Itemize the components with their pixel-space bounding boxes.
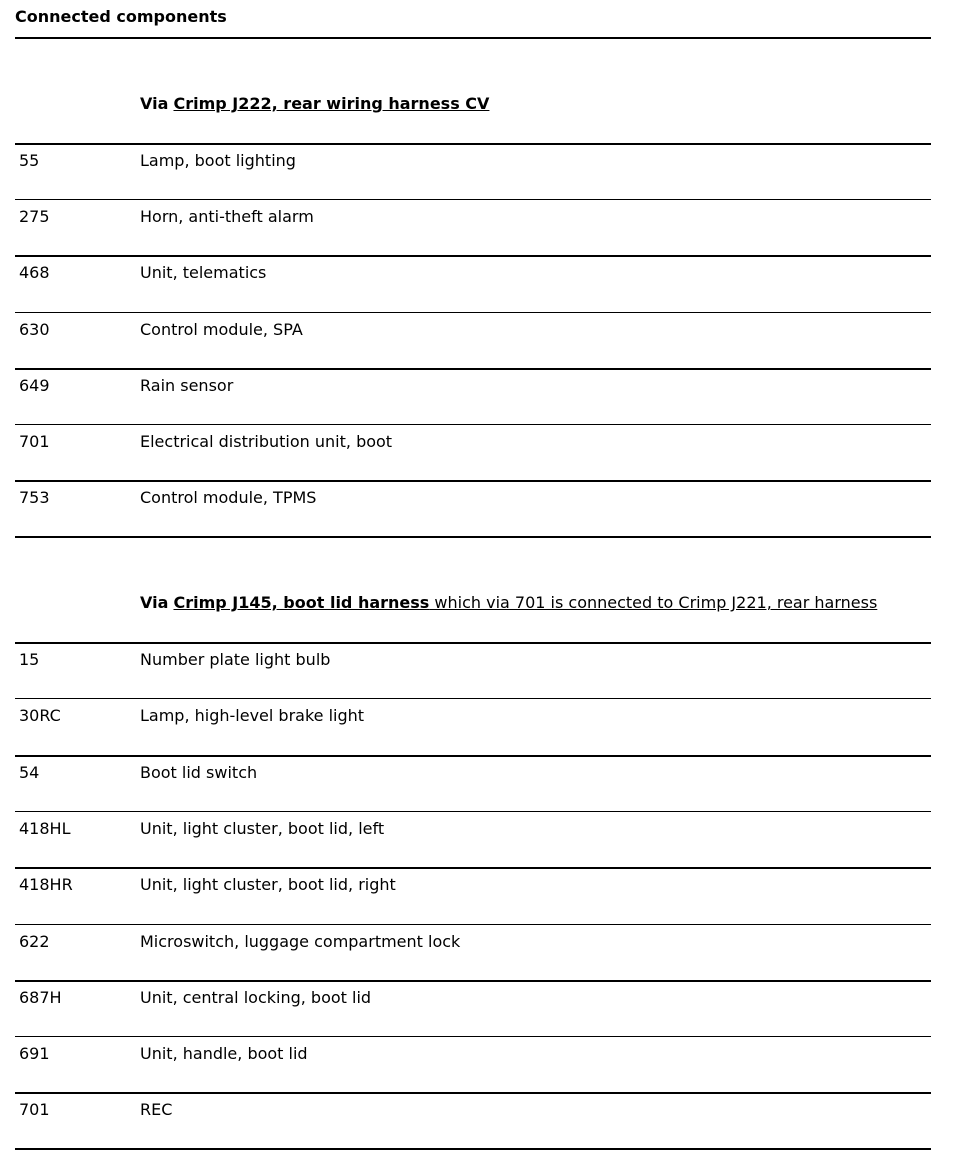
component-code: 468 <box>19 263 50 282</box>
component-description: Boot lid switch <box>140 763 258 782</box>
component-code: 418HR <box>19 875 73 894</box>
section-j222-end-divider <box>15 536 931 538</box>
table-row <box>15 925 931 981</box>
component-description: Microswitch, luggage compartment lock <box>140 932 461 951</box>
table-row <box>15 812 931 868</box>
component-code: 275 <box>19 207 50 226</box>
component-code: 753 <box>19 488 50 507</box>
component-code: 701 <box>19 1100 50 1119</box>
crimp-j145-link[interactable]: Crimp J145, boot lid harness <box>173 593 430 612</box>
component-description: REC <box>140 1100 173 1119</box>
table-row <box>15 313 931 369</box>
component-code: 630 <box>19 320 50 339</box>
component-code: 687H <box>19 988 62 1007</box>
component-description: Lamp, high-level brake light <box>140 706 365 725</box>
section-header-j222 <box>140 94 489 114</box>
via-label: Via <box>140 593 169 612</box>
table-row <box>15 425 931 481</box>
component-description: Unit, central locking, boot lid <box>140 988 372 1007</box>
table-row <box>15 699 931 755</box>
component-code: 15 <box>19 650 40 669</box>
table-row <box>15 256 931 312</box>
component-description: Unit, light cluster, boot lid, right <box>140 875 396 894</box>
section-header-j145 <box>140 593 877 613</box>
component-description: Unit, light cluster, boot lid, left <box>140 819 385 838</box>
component-description: Rain sensor <box>140 376 234 395</box>
section-j145-end-divider <box>15 1148 931 1150</box>
table-row <box>15 868 931 924</box>
table-row <box>15 643 931 699</box>
title-divider <box>15 37 931 39</box>
component-description: Unit, telematics <box>140 263 267 282</box>
component-code: 701 <box>19 432 50 451</box>
crimp-j221-link[interactable]: Crimp J221, rear harness <box>678 593 878 612</box>
crimp-j222-link[interactable]: Crimp J222, rear wiring harness CV <box>173 94 490 113</box>
table-row <box>15 481 931 537</box>
table-row <box>15 144 931 200</box>
table-row <box>15 1093 931 1149</box>
component-description: Control module, TPMS <box>140 488 317 507</box>
table-row <box>15 369 931 425</box>
component-code: 418HL <box>19 819 71 838</box>
component-description: Lamp, boot lighting <box>140 151 296 170</box>
component-code: 691 <box>19 1044 50 1063</box>
table-row <box>15 1037 931 1093</box>
component-description: Electrical distribution unit, boot <box>140 432 393 451</box>
component-description: Control module, SPA <box>140 320 303 339</box>
component-description: Unit, handle, boot lid <box>140 1044 308 1063</box>
component-code: 30RC <box>19 706 61 725</box>
component-code: 622 <box>19 932 50 951</box>
page-title: Connected components <box>15 7 227 26</box>
component-description: Number plate light bulb <box>140 650 331 669</box>
table-row <box>15 200 931 256</box>
table-row <box>15 756 931 812</box>
component-code: 649 <box>19 376 50 395</box>
table-row <box>15 981 931 1037</box>
component-description: Horn, anti-theft alarm <box>140 207 314 226</box>
via-label: Via <box>140 94 169 113</box>
component-code: 54 <box>19 763 40 782</box>
section-header-suffix: which via 701 is connected to <box>429 593 679 612</box>
component-code: 55 <box>19 151 40 170</box>
